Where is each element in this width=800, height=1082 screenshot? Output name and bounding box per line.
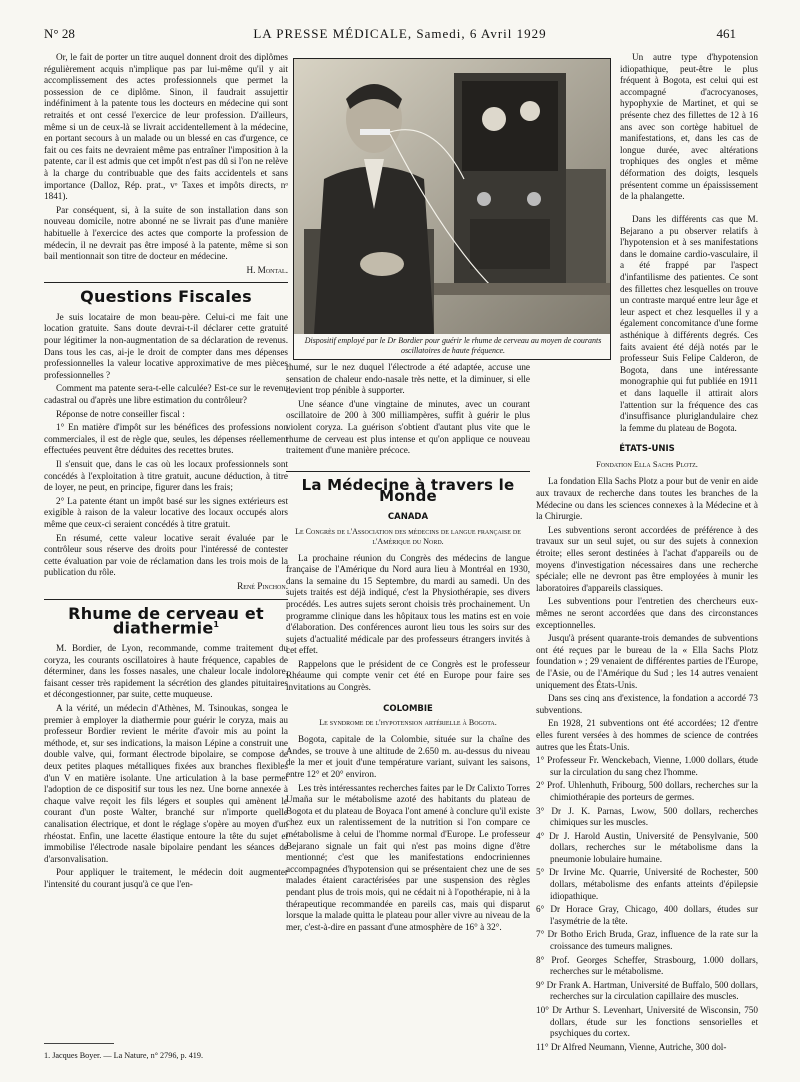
- section-heading: [44, 603, 288, 638]
- paragraph: Par conséquent, si, à la suite de son installation dans son nouveau domicile, notre abonné ne se livrait pas d'une manière habituelle à l'exercice des actes que comporte la profession de médecin, il ne devrait pas être imposé à la patente, même si son bail mentionnait son titre de docteur en médecine.: [44, 204, 288, 262]
- grants-list: [536, 755, 758, 1053]
- country-heading: CANADA: [387, 511, 429, 522]
- list-item: 4° Dr J. Harold Austin, Université de Pensylvanie, 500 dollars, recherches sur le métabolisme dans la pneumonie lobulaire humaine.: [536, 830, 758, 864]
- divider: [286, 471, 530, 472]
- heading-text: Rhume de cerveau et diathermie: [68, 603, 264, 638]
- list-item: 6° Dr Horace Gray, Chicago, 400 dollars, études sur l'asymétrie de la tête.: [536, 904, 758, 926]
- footnote-mark: 1: [213, 620, 220, 630]
- paragraph: Je suis locataire de mon beau-père. Celui-ci me fait une location gratuite. Sans doute devrai-t-il déclarer cette gratuité pour légitimer la non-augmentation de sa déclaration de revenus. Dans tous les cas, ai-je le droit de compter dans mes dépenses professionnelles la valeur locative approximative de mes pièces professionnelles ?: [44, 311, 288, 380]
- country-heading: ÉTATS-UNIS: [619, 444, 675, 455]
- column-middle: [286, 362, 530, 1062]
- list-item: 8° Prof. Georges Scheffer, Strasbourg, 1.000 dollars, recherches sur le métabolisme.: [536, 954, 758, 977]
- journal-title: LA PRESSE MÉDICALE, Samedi, 6 Avril 1929: [253, 26, 547, 41]
- paragraph: 2° La patente étant un impôt basé sur les signes extérieurs est exigible à raison de la valeur locative des locaux occupés alors même que ceux-ci seraient concédés à titre gratuit.: [44, 495, 288, 529]
- paragraph: M. Bordier, de Lyon, recommande, comme traitement du coryza, les courants oscillatoires à haute fréquence, capables de déterminer, dans les fosses nasales, une chaleur locale indolore, faisant cesser très rapidement la sécrétion des glandes pituitaires et décongestionner, par suite, cette muqueuse.: [44, 643, 288, 700]
- paragraph: La fondation Ella Sachs Plotz a pour but de venir en aide aux travaux de recherche dans toutes les branches de la Médecine ou dans les sciences connexes à la Médecine et à la Chirurgie.: [536, 476, 758, 522]
- paragraph: Dans les différents cas que M. Bejarano a pu observer relatifs à l'hypotension et à ses manifestations dans le domaine cardio-vasculaire, il a été frappé par l'aspect d'infantilisme des patientes. Ce sont des fillettes chez lesquelles on trouve un contraste marqué entre leur âge et leur aspect et chez lesquelles il y a également concomitance d'une forme asthénique à différents degrés. Ces faits avaient été déjà notés par le professeur Suis Felipe Calderon, de Bogota, dans une intéressante monographie qui fut publiée en 1911 et dans laquelle il attirait alors l'attention sur la fréquence des cas d'insuffisance pluriglandulaire chez la femme du plateau de Bogota.: [620, 214, 758, 433]
- paragraph: En résumé, cette valeur locative serait évaluée par le contrôleur sous réserve des droits pour l'intéressé de contester cette évaluation par voie de réclamation dans les trois mois de la publication du rôle.: [44, 532, 288, 578]
- issue-number: N° 28: [44, 26, 75, 41]
- photo-caption: Dispositif employé par le Dr Bordier pour guérir le rhume de cerveau au moyen de courants oscillatoires de haute fréquence.: [304, 336, 602, 355]
- paragraph: Les subventions seront accordées de préférence à des travaux sur un seul sujet, ou sur des sujets à connexion étroite; elles seront destinées à l'achat d'appareils ou de moyens d'investigation nécessaires dans une recherche spéciale; elle ne devront pas être employées à munir les laboratoires d'appareils classiques.: [536, 524, 758, 593]
- paragraph: Les subventions pour l'entretien des chercheurs eux-mêmes ne seront accordées que dans des circonstances exceptionnelles.: [536, 596, 758, 630]
- paragraph: Comment ma patente sera-t-elle calculée? Est-ce sur le revenu cadastral ou d'après une libre estimation du contrôleur?: [44, 383, 288, 406]
- list-item: 11° Dr Alfred Neumann, Vienne, Autriche, 300 dol-: [536, 1041, 727, 1052]
- paragraph: En 1928, 21 subventions ont été accordées; 12 d'entre elles furent versées à des hommes de science de contrées autres que les États-Unis.: [536, 718, 758, 752]
- divider: [44, 599, 288, 600]
- paragraph: Jusqu'à présent quarante-trois demandes de subventions ont été reçues par le bureau de la « Ella Sachs Plotz foundation » ; 29 venaient de différentes parties de l'Europe, de l'Asie, ou de l'Amérique du Sud ; les 14 autres venaient uniquement des États-Unis.: [536, 633, 758, 690]
- list-item: 7° Dr Botho Erich Bruda, Graz, influence de la rate sur la croissance des tumeurs malignes.: [536, 929, 758, 952]
- footnote-divider: [44, 1043, 114, 1044]
- footnote: 1. Jacques Boyer. — La Nature, n° 2796, p. 419.: [44, 1051, 204, 1060]
- list-item: 1° Professeur Fr. Wenckebach, Vienne, 1.000 dollars, étude sur la circulation du sang chez l'homme.: [536, 755, 758, 777]
- subheading: Fondation Ella Sachs Plotz.: [596, 458, 698, 469]
- page-header: [0, 0, 800, 40]
- paragraph: Or, le fait de porter un titre auquel donnent droit des diplômes régulièrement acquis n'implique pas par lui-même qu'il y ait accomplissement des actes professionnels que permet la possession de ce diplôme. Sinon, il faudrait assujettir indéfiniment à la patente tous les docteurs en médecine qui sont retraités et ont cessé l'exercice de leur profession. D'ailleurs, même si un de ceux-là se livrait accidentellement à la médecine, en portant secours à un malade ou un blessé en cas d'urgence, ce fait ou ces faits ne devraient même pas entraîner l'imposition à la patente, car il est admis que cet impôt n'est pas dû si l'on ne relève à la charge du contribuable que des faits accidentels et sans importance (Dalloz, Rép. prat., vᵒ Taxes et impôts directs, nᵒ 1841).: [44, 52, 288, 202]
- section-heading: La Médecine à travers le Monde: [301, 475, 515, 506]
- paragraph: A la vérité, un médecin d'Athènes, M. Tsinoukas, songea le premier à employer la diathermie pour guérir le coryza, mais au professeur Bordier revient le mérite d'avoir mis au point la méthode, et, sur ses indications, la maison Lépine a construit une double valve, qui, formant électrode bipolaire, se compose de deux petites plaques métalliques fixées aux branches flexibles d'un V en matière isolante. Une articulation à la base permet l'adoption de ce dispositif sur tous les nez. Une borne annexée à chaque valve reçoit les fils légers et souples qui amènent le courant d'un poste Walter, branché sur n'importe quelle canalisation électrique, et dont le réglage s'opère au moyen d'un rhéostat. Enfin, une lacette élastique entoure la tête du sujet et immobilise l'électrode nasale bipolaire pendant les séances de d'arsonvalisation.: [44, 703, 288, 864]
- list-item: 3° Dr J. K. Parnas, Lwow, 500 dollars, recherches chimiques sur les muscles.: [536, 805, 758, 828]
- paragraph: Bogota, capitale de la Colombie, située sur la chaîne des Andes, se trouve à une altitude de 2.650 m. au-dessus du niveau de la mer et jouit d'une température variant, suivant les saisons, entre 12° et 20° environ.: [286, 734, 530, 780]
- subheading: Le Congrès de l'Association des médecins de langue française de l'Amérique du Nord.: [295, 526, 521, 546]
- column-right: [536, 214, 758, 1064]
- country-heading: COLOMBIE: [383, 703, 433, 714]
- column-left: [44, 52, 288, 1042]
- paragraph: Il s'ensuit que, dans le cas où les locaux professionnels sont concédés à l'exploitation à titre gratuit, aucune déduction, à titre de loyer, ne peut, en principe, figurer dans les frais;: [44, 459, 288, 493]
- paragraph: La prochaine réunion du Congrès des médecins de langue française de l'Amérique du Nord aura lieu à Montréal en 1930, dans la semaine du 15 Septembre, du mardi au samedi. Un des sujets traités est déjà indiqué, c'est la Physiothérapie, ses divers procédés. Les autres sujets seront choisis très prochainement. Un programme clinique dans les hôpitaux tous les matins est en voie d'élaboration. Des conférences auront lieu tous les soirs sur des sujets d'actualité médicale par des professeurs étrangers invités à cet effet.: [286, 552, 530, 656]
- paragraph: Dans ses cinq ans d'existence, la fondation a accordé 73 subventions.: [536, 693, 758, 715]
- paragraph: Pour appliquer le traitement, le médecin doit augmenter l'intensité du courant jusqu'à ce que l'en-: [44, 867, 288, 889]
- list-item: 10° Dr Arthur S. Levenhart, Université de Wisconsin, 750 dollars, étude sur les fonctions sensorielles et psychiques du cortex.: [536, 1005, 758, 1039]
- paragraph: rhumé, sur le nez duquel l'électrode a été adaptée, accuse une sensation de chaleur endo-nasale très nette, et la diminuer, si elle devient trop pénible à supporter.: [286, 362, 530, 396]
- page-number: 461: [716, 26, 736, 41]
- list-item: 9° Dr Frank A. Hartman, Université de Buffalo, 500 dollars, recherches sur la circulation capillaire des muscles.: [536, 979, 758, 1002]
- list-item: 5° Dr Irvine Mc. Quarrie, Université de Rochester, 500 dollars, métabolisme des enfants atteints d'épilepsie idiopathique.: [536, 867, 758, 901]
- paragraph: Rappelons que le président de ce Congrès est le professeur Rhéaume qui compte venir cet été en Europe pour faire ses invitations au Congrès.: [286, 658, 530, 693]
- paragraph: Réponse de notre conseiller fiscal :: [56, 408, 185, 419]
- list-item: 2° Prof. Uhlenhuth, Fribourg, 500 dollars, recherches sur la chimiothérapie des porteurs de germes.: [536, 780, 758, 802]
- divider: [44, 282, 288, 283]
- paragraph: Les très intéressantes recherches faites par le Dr Calixto Torres Umaña sur le métabolisme azoté des habitants du plateau de Bogota et du plateau de Boyaca l'ont amené à conclure qu'il existe chez eux un ralentissement de la nutrition si l'on compare ce métabolisme à celui de l'homme normal d'Europe. Le professeur Bejarano signale un fait qui n'est pas moins digne d'être mentionné; c'est que les manifestations endocriniennes accompagnées d'hypotension qui se présentaient chez une de ses malades étaient caractérisées par une suspension des règles pendant plus de trois mois, qui ne cédait ni à l'opothérapie, ni à la thérapeutique recommandée en pareils cas, mais qui disparut lorsque la malade quitta le plateau pour aller vivre au niveau de la mer, c'est-à-dire en passant d'une atmosphère de 16° à 32°.: [286, 782, 530, 932]
- paragraph: 1° En matière d'impôt sur les bénéfices des professions non commerciales, il est de règle que, seules, les dépenses réellement effectuées peuvent être déduites des recettes brutes.: [44, 422, 288, 456]
- signature: René Pinchon.: [237, 580, 288, 591]
- section-heading: Questions Fiscales: [80, 287, 252, 307]
- subheading: Le syndrome de l'hypotension artérielle à Bogota.: [319, 718, 497, 728]
- paragraph: Un autre type d'hypotension idiopathique, peut-être le plus fréquent à Bogota, est celui qui est accompagné d'acrocyanoses, hypophyxie de Martinet, et qui se présente chez des fillettes de 12 à 16 ans avec son cortège habituel de manifestations, et, dans les cas de longue durée, avec altérations trophiques des ongles et même déformation des doigts, lesquels présentent comme un épaississement de la phalangette.: [620, 52, 758, 202]
- signature: H. Montal.: [246, 264, 288, 275]
- paragraph: Une séance d'une vingtaine de minutes, avec un courant oscillatoire de 200 à 300 milliampères, suffit à guérir le plus violent coryza. La guérison s'obtient d'autant plus vite que le rhume de cerveau est plus intense et qu'on applique ce nouveau traitement d'une manière précoce.: [286, 398, 530, 456]
